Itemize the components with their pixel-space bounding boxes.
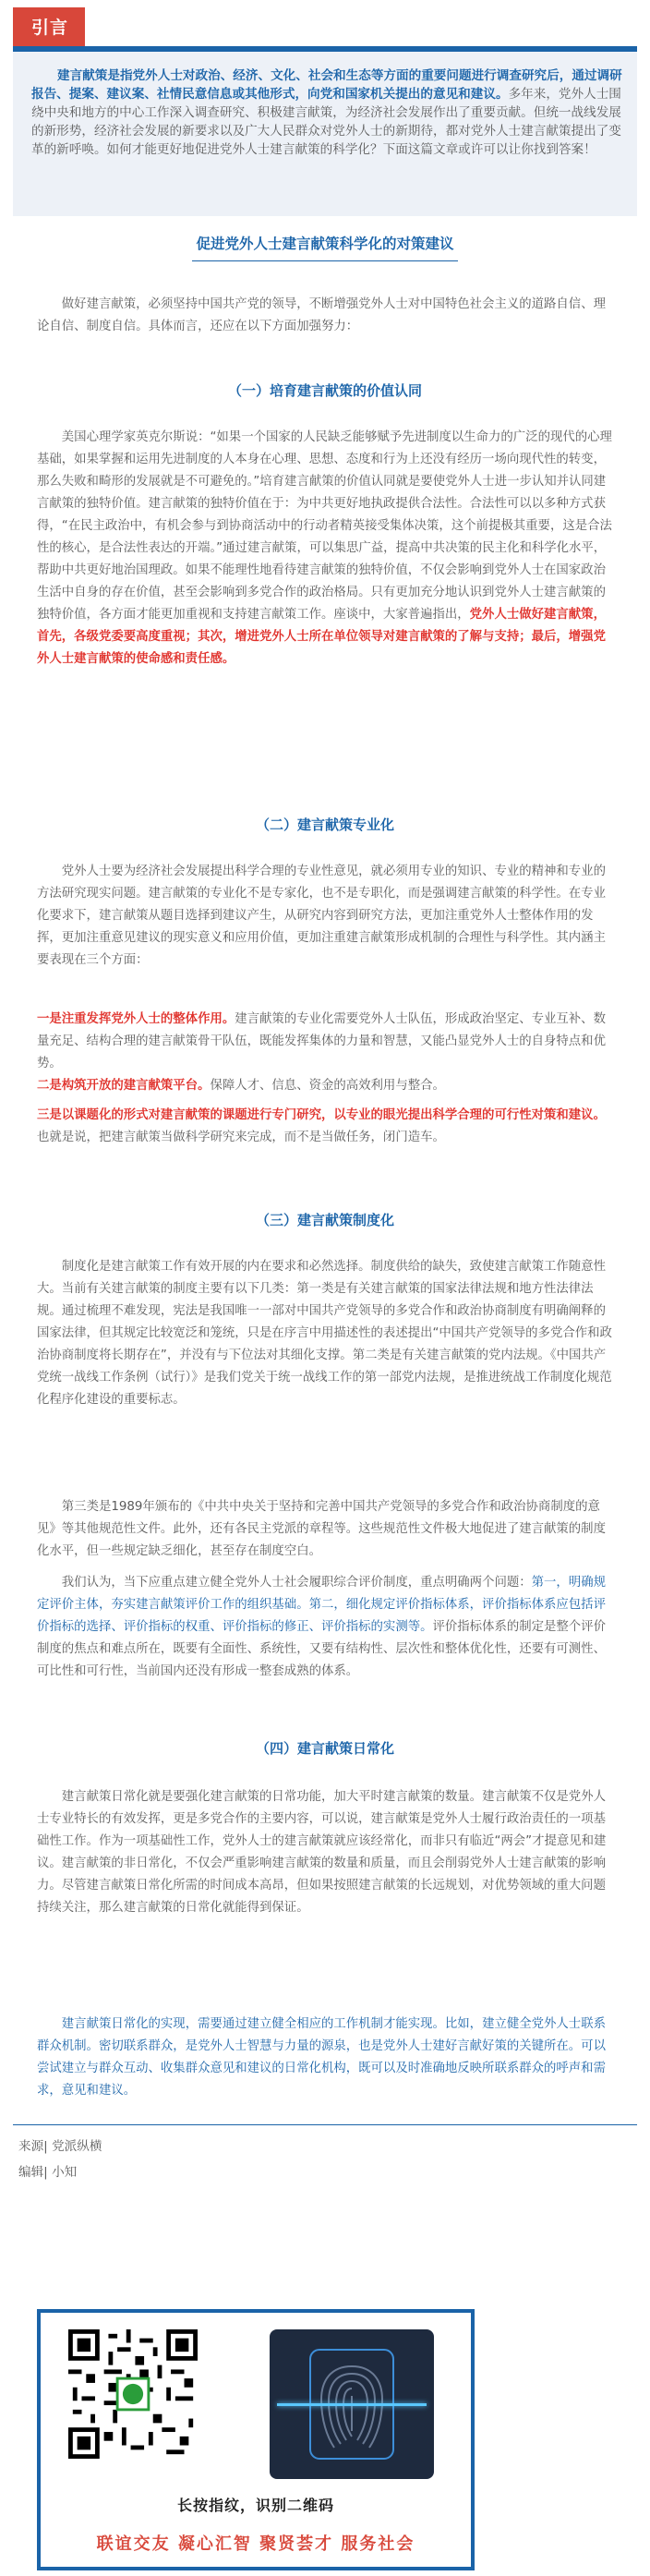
- section-2-item-3: 三是以课题化的形式对建言献策的课题进行专门研究，以专业的眼光提出科学合理的可行性对策和建议。也就是说，把建言献策当做科学研究来完成，而不是当做任务，闭门造车。: [37, 1108, 606, 1144]
- section-1-heading: （一）培育建言献策的价值认同: [227, 382, 422, 399]
- fingerprint-scanner[interactable]: [270, 2329, 434, 2479]
- slogan: 联谊交友 凝心汇智 聚贤荟才 服务社会: [96, 2534, 415, 2554]
- section-2-item-2: 二是构筑开放的建言献策平台。保障人才、信息、资金的高效利用与整合。: [37, 1079, 445, 1093]
- source-divider: [13, 2124, 637, 2125]
- section-2-paragraph: 党外人士要为经济社会发展提出科学合理的专业性意见，就必须用专业的知识、专业的精神和专业的方法研究现实问题。建言献策的专业化不是专家化，也不是专职化，而是强调建言献策的科学性。在专业化要求下，建言献策从题目选择到建议产生，从研究内容到研究方法，更加注重党外人士整体作用的发挥，更加注重意见建议的现实意义和应用价值，更加注重建言献策形成机制的合理性与科学性。其内涵主要表现在三个方面：: [37, 865, 606, 967]
- section-2-heading: （二）建言献策专业化: [255, 816, 394, 833]
- intro-rest: 多年来，党外人士围绕中央和地方的中心工作深入调查研究、积极建言献策，为经济社会发展作出了重要贡献。但统一战线发展的新形势，经济社会发展的新要求以及广大人民群众对党外人士的新期待，都对党外人士建言献策提出了变革的新呼唤。如何才能更好地促进党外人士建言献策的科学化？下面这篇文章或许可以让你找到答案！: [31, 87, 621, 157]
- section-3-paragraph-3: 我们认为，当下应重点建立健全党外人士社会履职综合评价制度，重点明确两个问题：第一，明确规定评价主体，夯实建言献策评价工作的组织基础。第二，细化规定评价指标体系，评价指标体系应包括评价指标的选择、评价指标的权重、评价指标的修正、评价指标的实测等。评价指标体系的制定是整个评价制度的焦点和难点所在，既要有全面性、系统性，又要有结构性、层次性和整体优化性，还要有可测性、可比性和可行性，当前国内还没有形成一整套成熟的体系。: [37, 1576, 606, 1678]
- intro-paragraph: 做好建言献策，必须坚持中国共产党的领导，不断增强党外人士对中国特色社会主义的道路自信、理论自信、制度自信。具体而言，还应在以下方面加强努力：: [37, 297, 606, 333]
- intro-box: [13, 52, 637, 216]
- qr-code-icon[interactable]: [68, 2329, 198, 2459]
- section-3-highlight: 第一，明确规定评价主体，夯实建言献策评价工作的组织基础。第二，细化规定评价指标体系，评价指标体系应包括评价指标的选择、评价指标的权重、评价指标的修正、评价指标的实测等。: [37, 1576, 606, 1634]
- section-3-paragraph-1: 制度化是建言献策工作有效开展的内在要求和必然选择。制度供给的缺失，致使建言献策工作随意性大。当前有关建言献策的制度主要有以下几类：第一类是有关建言献策的国家法律法规和地方性法律法规。通过梳理不难发现，宪法是我国唯一一部对中国共产党领导的多党合作和政治协商制度有明确阐释的国家法律，但其规定比较宽泛和笼统，只是在序言中用描述性的表述提出“中国共产党领导的多党合作和政治协商制度将长期存在”，并没有与下位法对其细化支撑。第二类是有关建言献策的党内法规。《中国共产党统一战线工作条例（试行）》是我们党关于统一战线工作的第一部党内法规，是推进统战工作制度化规范化程序化建设的重要标志。: [37, 1260, 612, 1407]
- intro-bold-lead: 建言献策是指党外人士对政治、经济、文化、社会和生态等方面的重要问题进行调查研究后，通过调研报告、提案、建议案、社情民意信息或其他形式，向党和国家机关提出的意见和建议。: [31, 68, 622, 102]
- section-4-paragraph-1: 建言献策日常化就是要强化建言献策的日常功能，加大平时建言献策的数量。建言献策不仅是党外人士专业特长的有效发挥，更是多党合作的主要内容，可以说，建言献策是党外人士履行政治责任的一项基础性工作。作为一项基础性工作，党外人士的建言献策就应该经常化，而非只有临近“两会”才提意见和建议。建言献策的非日常化，不仅会严重影响建言献策的数量和质量，而且会削弱党外人士建言献策的影响力。尽管建言献策日常化所需的时间成本高昂，但如果按照建言献策的长远规划，对优势领域的重大问题持续关注，那么建言献策的日常化就能得到保证。: [37, 1790, 607, 1915]
- intro-header: 引言: [13, 7, 85, 48]
- scan-line: [277, 2403, 427, 2406]
- section-1-highlight: 党外人士做好建言献策，首先，各级党委要高度重视；其次，增进党外人士所在单位领导对建言献策的了解与支持；最后，增强党外人士建言献策的使命感和责任感。: [37, 608, 606, 666]
- section-3-paragraph-2: 第三类是1989年颁布的《中共中央关于坚持和完善中国共产党领导的多党合作和政治协商制度的意见》等其他规范性文件。此外，还有各民主党派的章程等。这些规范性文件极大地促进了建言献策的制度化水平，但一些规定缺乏细化，甚至存在制度空白。: [37, 1500, 606, 1558]
- section-4-paragraph-2: 建言献策日常化的实现，需要通过建立健全相应的工作机制才能实现。比如，建立健全党外人士联系群众机制。密切联系群众，是党外人士智慧与力量的源泉，也是党外人士建好言献好策的关键所在。可以尝试建立与群众互动、收集群众意见和建议的日常化机构，既可以及时准确地反映所联系群众的呼声和需求，意见和建议。: [37, 2017, 606, 2098]
- source-line: 来源| 党派纵横: [18, 2139, 102, 2154]
- editor-line: 编辑| 小知: [18, 2165, 78, 2180]
- section-3-heading: （三）建言献策制度化: [255, 1212, 394, 1228]
- qr-promo-card: [37, 2309, 475, 2570]
- article-title: 促进党外人士建言献策科学化的对策建议: [0, 233, 650, 261]
- qr-caption: 长按指纹，识别二维码: [176, 2497, 334, 2514]
- section-4-heading: （四）建言献策日常化: [255, 1740, 394, 1757]
- section-2-item-1: 一是注重发挥党外人士的整体作用。建言献策的专业化需要党外人士队伍，形成政治坚定、专业互补、数量充足、结构合理的建言献策骨干队伍，既能发挥集体的力量和智慧，又能凸显党外人士的自身特点和优势。: [37, 1012, 606, 1070]
- section-1-paragraph: 美国心理学家英克尔斯说：“如果一个国家的人民缺乏能够赋予先进制度以生命力的广泛的现代的心理基础，如果掌握和运用先进制度的人本身在心理、思想、态度和行为上还没有经历一场向现代性的转变，那么失败和畸形的发展就是不可避免的。”培育建言献策的价值认同就是要使党外人士进一步认知并认同建言献策的独特价值。建言献策的独特价值在于：为中共更好地执政提供合法性。合法性可以以多种方式获得，“在民主政治中，有机会参与到协商活动中的行动者精英接受集体决策，这个前提极其重要，这是合法性的核心，是合法性表达的开端。”通过建言献策，可以集思广益，提高中共决策的民主化和科学化水平，帮助中共更好地治国理政。如果不能理性地看待建言献策的独特价值，不仅会影响到党外人士在国家政治生活中自身的存在价值，甚至会影响到多党合作的政治格局。只有更加充分地认识到党外人士建言献策的独特价值，各方面才能更加重视和支持建言献策工作。座谈中，大家普遍指出，党外人士做好建言献策，首先，各级党委要高度重视；其次，增进党外人士所在单位领导对建言献策的了解与支持；最后，增强党外人士建言献策的使命感和责任感。: [37, 430, 612, 666]
